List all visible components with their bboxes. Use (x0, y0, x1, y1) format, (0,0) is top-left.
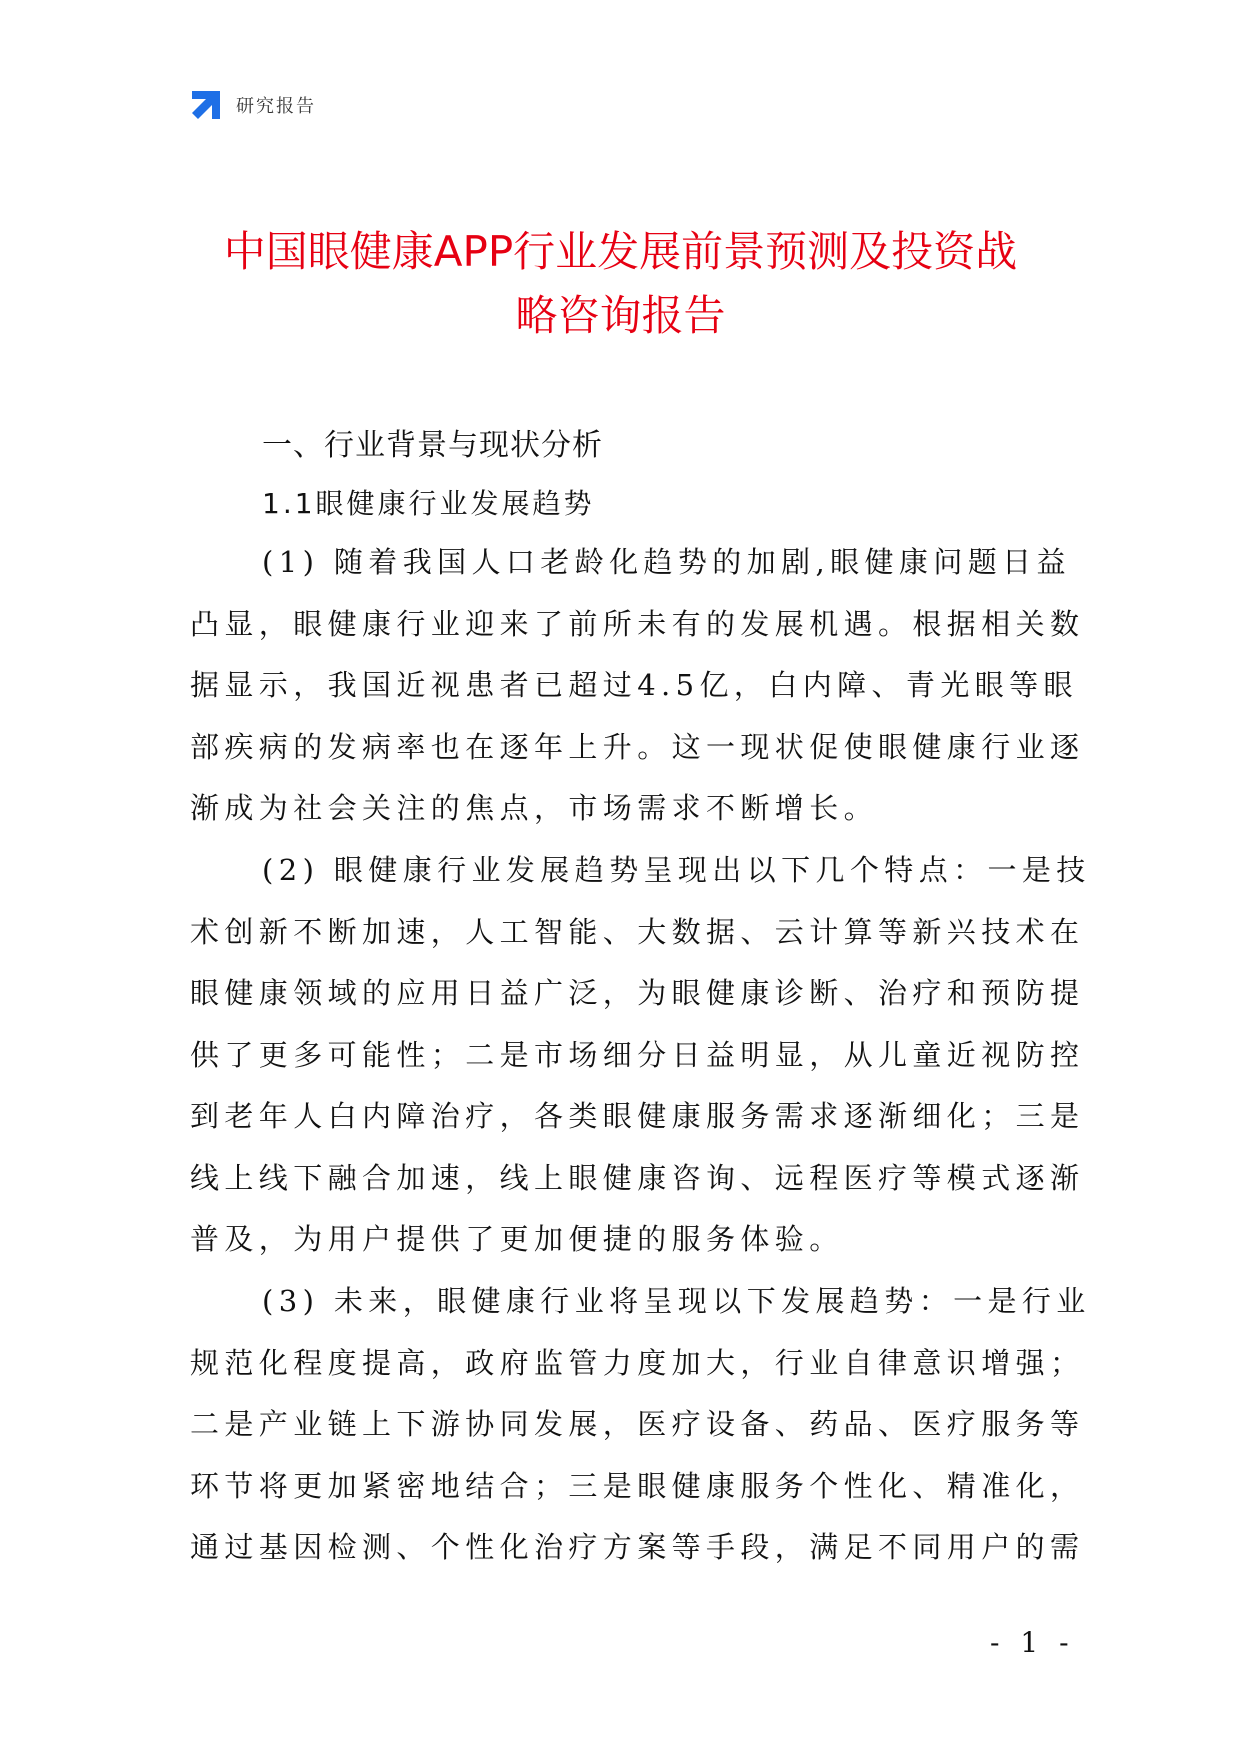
paragraph-line: (3) 未来，眼健康行业将呈现以下发展趋势：一是行业 (262, 1284, 1091, 1318)
title-line-2: 略咨询报告 (515, 291, 726, 340)
paragraph-line: 凸显，眼健康行业迎来了前所未有的发展机遇。根据相关数 (190, 606, 1085, 641)
paragraph-line: 规范化程度提高，政府监管力度加大，行业自律意识增强； (190, 1345, 1085, 1380)
document-title (150, 220, 1091, 348)
paragraph-line: 环节将更加紧密地结合；三是眼健康服务个性化、精准化， (190, 1468, 1085, 1503)
paragraph-line: 术创新不断加速，人工智能、大数据、云计算等新兴技术在 (190, 914, 1085, 949)
page-number: - 1 - (990, 1626, 1075, 1659)
paragraph-line: (1) 随着我国人口老龄化趋势的加剧,眼健康问题日益 (262, 545, 1071, 579)
paragraph-3 (190, 1271, 1091, 1579)
paragraph-line: 眼健康领域的应用日益广泛，为眼健康诊断、治疗和预防提 (190, 976, 1085, 1010)
section-heading: 一、行业背景与现状分析 (262, 428, 603, 463)
paragraph-1 (190, 532, 1085, 840)
paragraph-line: 普及，为用户提供了更加便捷的服务体验。 (190, 1222, 844, 1256)
header-label: 研究报告 (236, 96, 316, 117)
paragraph-line: 据显示，我国近视患者已超过4.5亿，白内障、青光眼等眼 (190, 668, 1078, 702)
paragraph-line: 供了更多可能性；二是市场细分日益明显，从儿童近视防控 (190, 1037, 1085, 1072)
paragraph-line: (2) 眼健康行业发展趋势呈现出以下几个特点：一是技 (262, 853, 1091, 887)
paragraph-line: 二是产业链上下游协同发展，医疗设备、药品、医疗服务等 (190, 1407, 1085, 1441)
paragraph-2 (190, 840, 1091, 1271)
paragraph-line: 部疾病的发病率也在逐年上升。这一现状促使眼健康行业逐 (190, 729, 1085, 764)
title-line-1: 中国眼健康APP行业发展前景预测及投资战 (223, 227, 1018, 276)
paragraph-line: 渐成为社会关注的焦点，市场需求不断增长。 (190, 791, 879, 825)
paragraph-line: 通过基因检测、个性化治疗方案等手段，满足不同用户的需 (190, 1530, 1085, 1564)
sub-heading: 1.1眼健康行业发展趋势 (262, 487, 595, 520)
paragraph-line: 线上线下融合加速，线上眼健康咨询、远程医疗等模式逐渐 (190, 1160, 1085, 1195)
report-header (190, 88, 316, 122)
arrow-up-right-logo-icon (190, 89, 222, 121)
paragraph-line: 到老年人白内障治疗，各类眼健康服务需求逐渐细化；三是 (190, 1099, 1085, 1133)
